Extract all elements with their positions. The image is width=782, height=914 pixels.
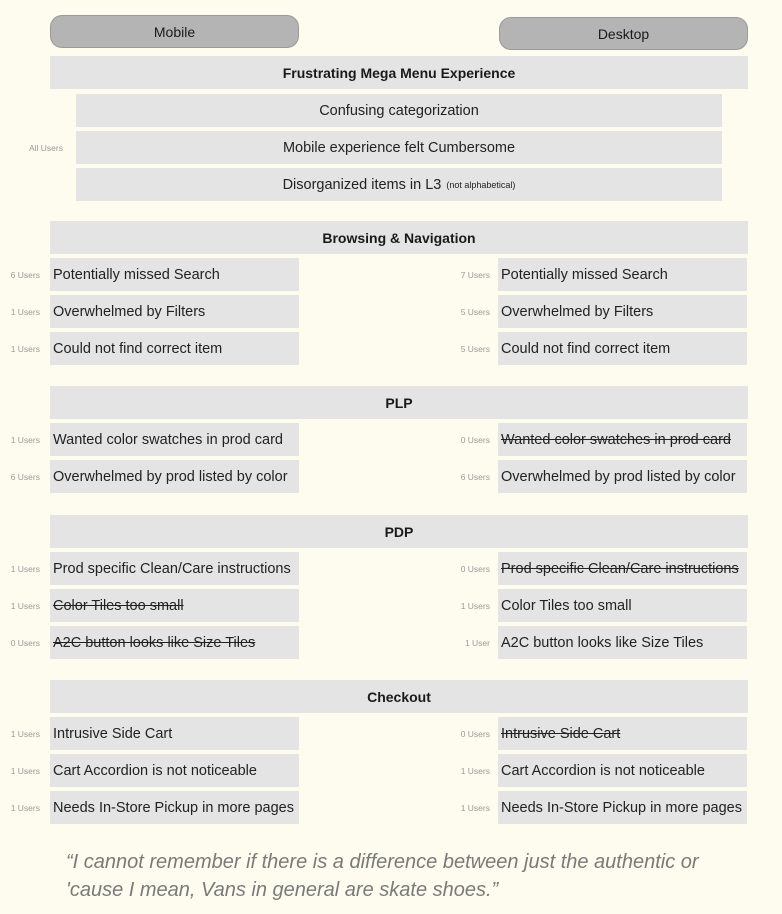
desktop-finding [498,791,747,824]
desktop-finding-text: Overwhelmed by prod listed by color [501,468,736,485]
user-quote: “I cannot remember if there is a difference between just the authentic or 'cause I mean, Vans in general are skate shoes.” [66,851,699,901]
section-title: PLP [50,386,748,419]
desktop-user-count: 0 Users [460,563,490,574]
mobile-user-count: 1 Users [10,765,40,776]
desktop-user-count: 1 Users [460,802,490,813]
mobile-finding-text: Needs In-Store Pickup in more pages [53,799,294,816]
desktop-finding [498,332,747,365]
desktop-finding-text: Needs In-Store Pickup in more pages [501,799,742,816]
mobile-finding [50,295,299,328]
desktop-finding [498,626,747,659]
mobile-finding-text: Intrusive Side Cart [53,725,173,742]
desktop-finding [498,552,747,585]
mobile-finding-text: Color Tiles too small [53,597,184,614]
mega-menu-user-count: All Users [28,142,63,153]
desktop-user-count: 1 Users [460,765,490,776]
desktop-finding-text: Could not find correct item [501,340,671,357]
mobile-user-count: 1 Users [10,434,40,445]
desktop-finding [498,295,747,328]
desktop-finding [498,258,747,291]
mobile-finding-text: Wanted color swatches in prod card [53,431,283,448]
section-title: Browsing & Navigation [50,221,748,254]
desktop-finding-text: Color Tiles too small [501,597,632,614]
desktop-user-count: 1 User [464,637,490,648]
mobile-user-count: 1 Users [10,306,40,317]
mega-menu-item-note: (not alphabetical) [446,179,516,190]
desktop-finding-text: A2C button looks like Size Tiles [501,634,704,651]
mega-menu-item-text: Disorganized items in L3 [282,176,442,193]
desktop-finding-text: Wanted color swatches in prod card [501,431,731,448]
desktop-user-count: 1 Users [460,600,490,611]
desktop-finding [498,460,747,493]
mobile-finding [50,552,299,585]
mobile-user-count: 1 Users [10,563,40,574]
desktop-finding [498,717,747,750]
mobile-user-count: 6 Users [10,269,40,280]
section-title: PDP [50,515,748,548]
desktop-finding-text: Potentially missed Search [501,266,668,283]
desktop-finding [498,423,747,456]
desktop-user-count: 0 Users [460,434,490,445]
desktop-user-count: 7 Users [460,269,490,280]
mobile-column-header: Mobile [50,15,299,48]
mobile-user-count: 1 Users [10,728,40,739]
mobile-finding [50,423,299,456]
desktop-column-header: Desktop [499,17,748,50]
mobile-user-count: 1 Users [10,600,40,611]
mega-menu-item-text: Mobile experience felt Cumbersome [282,139,516,156]
mobile-finding [50,460,299,493]
mobile-finding-text: Prod specific Clean/Care instructions [53,560,291,577]
mobile-user-count: 6 Users [10,471,40,482]
desktop-finding-text: Prod specific Clean/Care instructions [501,560,739,577]
mobile-finding-text: A2C button looks like Size Tiles [53,634,256,651]
mobile-finding [50,791,299,824]
mobile-user-count: 1 Users [10,802,40,813]
desktop-user-count: 5 Users [460,306,490,317]
desktop-user-count: 0 Users [460,728,490,739]
mobile-finding-text: Potentially missed Search [53,266,220,283]
mobile-finding-text: Cart Accordion is not noticeable [53,762,257,779]
mobile-finding-text: Overwhelmed by Filters [53,303,206,320]
mobile-finding-text: Overwhelmed by prod listed by color [53,468,288,485]
mega-menu-item-text: Confusing categorization [319,102,479,119]
mega-menu-item [76,131,722,164]
mobile-finding [50,754,299,787]
mobile-user-count: 1 Users [10,343,40,354]
mobile-finding [50,589,299,622]
mobile-finding [50,717,299,750]
desktop-finding [498,754,747,787]
desktop-finding [498,589,747,622]
mobile-finding [50,258,299,291]
mobile-finding-text: Could not find correct item [53,340,223,357]
section-title: Checkout [50,680,748,713]
mega-menu-item [76,168,722,201]
desktop-finding-text: Overwhelmed by Filters [501,303,654,320]
mobile-finding [50,626,299,659]
mobile-user-count: 0 Users [10,637,40,648]
mega-menu-item [76,94,722,127]
mega-menu-section-title: Frustrating Mega Menu Experience [50,56,748,89]
desktop-finding-text: Intrusive Side Cart [501,725,621,742]
mobile-finding [50,332,299,365]
desktop-user-count: 5 Users [460,343,490,354]
desktop-user-count: 6 Users [460,471,490,482]
desktop-finding-text: Cart Accordion is not noticeable [501,762,705,779]
